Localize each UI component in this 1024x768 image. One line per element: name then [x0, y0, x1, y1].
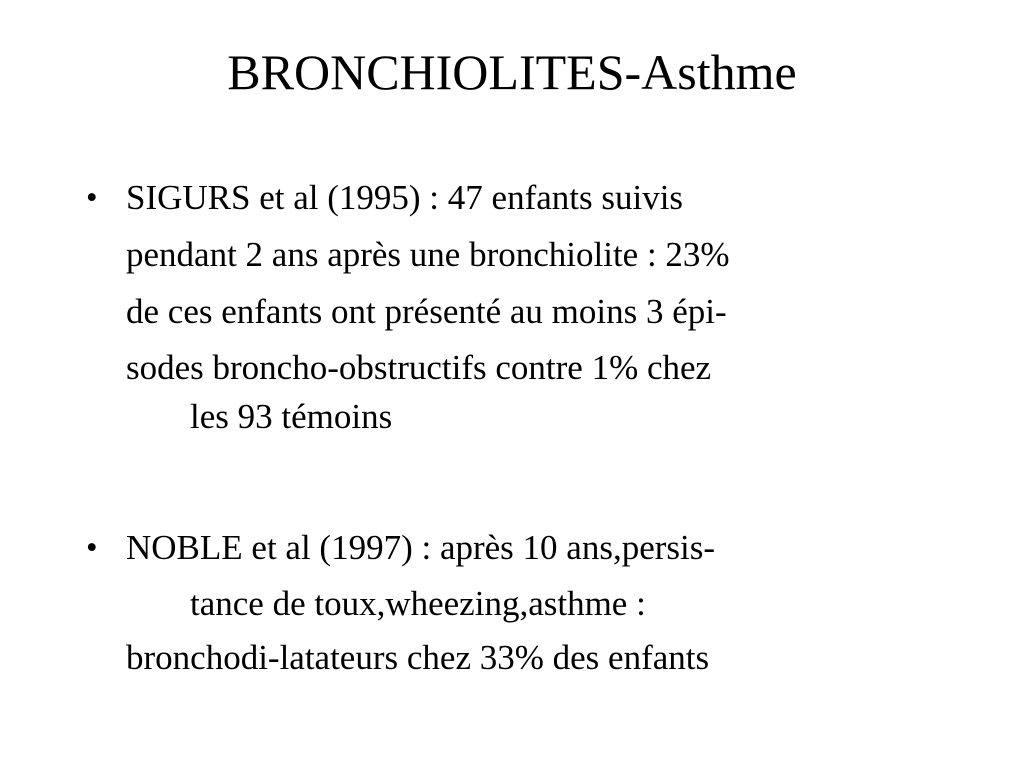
bullet-line: pendant 2 ans après une bronchiolite : 23%	[126, 235, 730, 274]
bullet-line: de ces enfants ont présenté au moins 3 épi-	[126, 292, 727, 331]
bullet-line: sodes broncho-obstructifs contre 1% chez	[126, 348, 712, 387]
bullet-marker: •	[86, 530, 98, 566]
bullet-line: bronchodi-latateurs chez 33% des enfants	[126, 638, 710, 677]
slide-title: BRONCHIOLITES-Asthme	[227, 44, 797, 100]
bullet-line: SIGURS et al (1995) : 47 enfants suivis	[126, 178, 684, 217]
bullet-marker: •	[86, 180, 98, 216]
bullet-line: NOBLE et al (1997) : après 10 ans,persis-	[126, 528, 716, 567]
bullet-line: les 93 témoins	[190, 397, 393, 436]
bullet-line: tance de toux,wheezing,asthme :	[190, 584, 646, 623]
